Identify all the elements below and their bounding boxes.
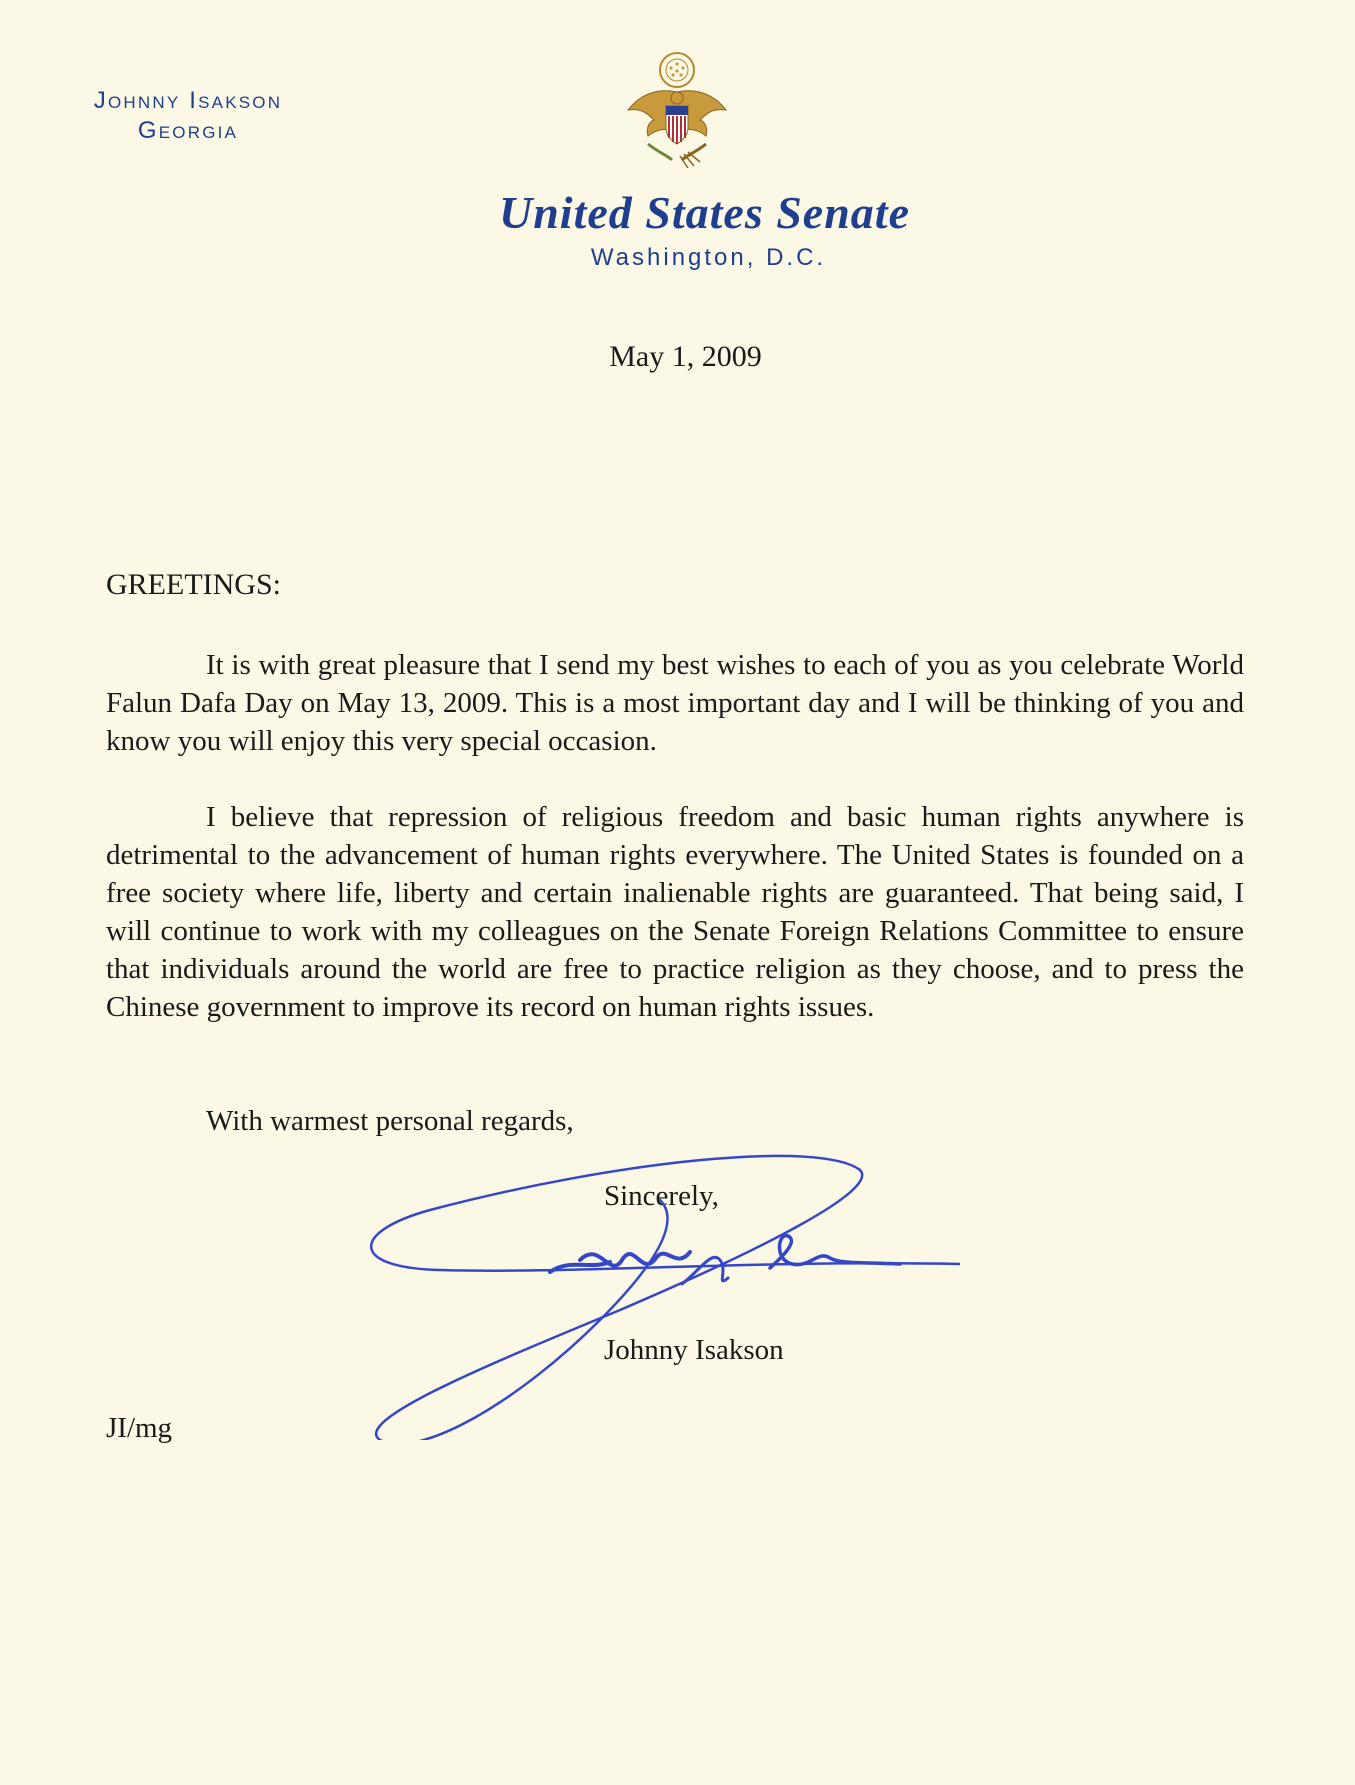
body-paragraph-1: It is with great pleasure that I send my best wishes to each of you as you celebrate World Falun Dafa Day on May 13, 2009. This is a most important day and I will be thinking of you and know you will enjoy this very special occasion. (106, 649, 1244, 757)
senate-seal-icon (618, 48, 736, 170)
sign-off: Sincerely, (604, 1180, 719, 1212)
letterhead-senator (0, 86, 376, 146)
senator-name: Johnny Isakson (93, 87, 283, 114)
senator-state: Georgia (137, 117, 239, 144)
reference-initials: JI/mg (106, 1412, 173, 1444)
closing-line: With warmest personal regards, (206, 1105, 574, 1137)
senate-location: Washington, D.C. (590, 244, 827, 271)
senate-title: United States Senate (498, 187, 911, 238)
body-paragraph-2: I believe that repression of religious freedom and basic human rights anywhere is detrimental to the advancement of human rights everywhere. The United States is founded on a free society where life, liberty and certain inalienable rights are guaranteed. That being said, I will continue to work with my colleagues on the Senate Foreign Relations Committee to ensure that individuals around the world are free to practice religion as they choose, and to press the Chinese government to improve its record on human rights issues. (106, 801, 1244, 1023)
salutation: GREETINGS: (106, 568, 281, 601)
letter-date: May 1, 2009 (609, 340, 762, 373)
signer-name: Johnny Isakson (604, 1334, 784, 1366)
